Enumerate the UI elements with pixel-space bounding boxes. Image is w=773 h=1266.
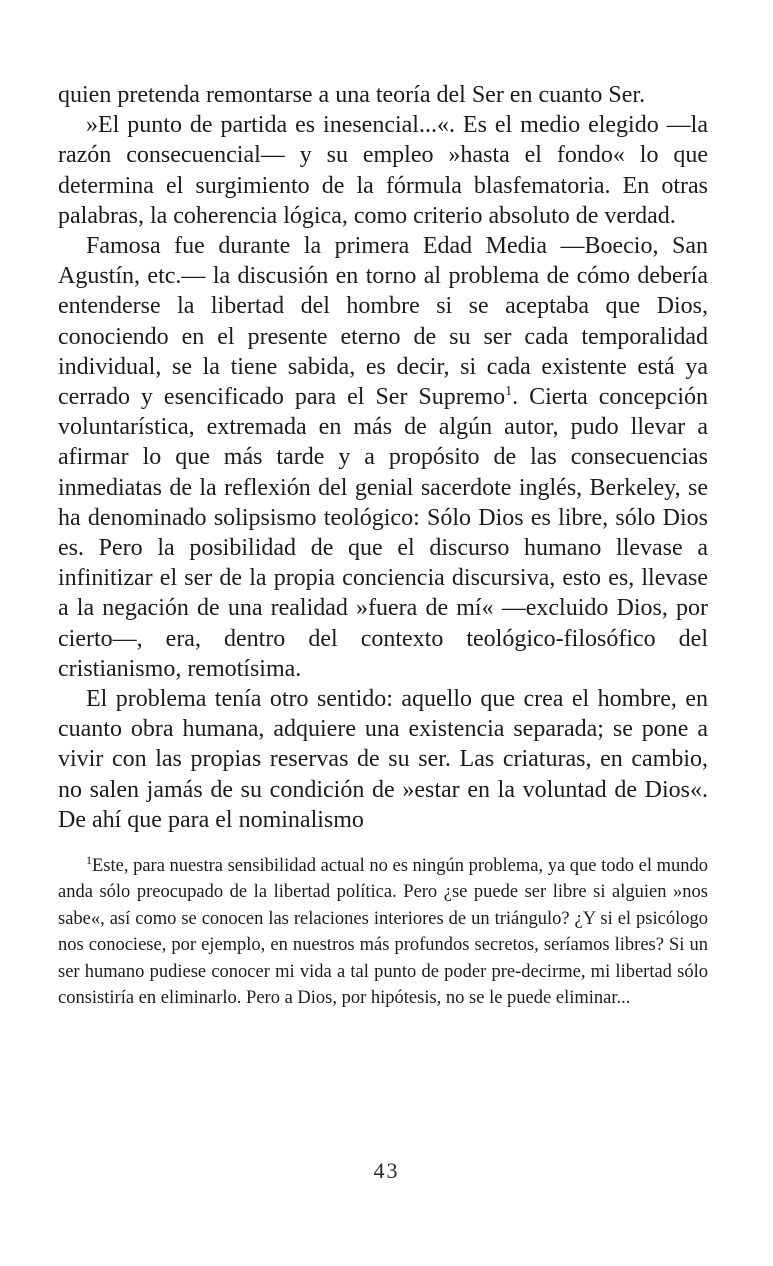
footnote-reference: 1 [505, 384, 513, 400]
paragraph-2: »El punto de partida es inesencial...«. Es el medio elegido —la razón consecuencial— y su empleo »hasta el fondo« lo que determina el surgimiento de la fórmula blasfematoria. En otras palabras, la coherencia lógica, como criterio absoluto de verdad. [58, 112, 708, 229]
footnote-text: Este, para nuestra sensibilidad actual no es ningún problema, ya que todo el mundo anda sólo preocupado de la libertad política. Pero ¿se puede ser libre si alguien »nos sabe«, así como se conocen las relaciones interiores de un triángulo? ¿Y si el psicólogo nos conociese, por ejemplo, en nuestros más profundos secretos, seríamos libres? Si un ser humano pudiese conocer mi vida a tal punto de poder pre-decirme, mi libertad sólo consistiría en eliminarlo. Pero a Dios, por hipótesis, no se le puede eliminar... [58, 856, 708, 1009]
footnotes [58, 853, 708, 1011]
paragraph-continuation: quien pretenda remontarse a una teoría del Ser en cuanto Ser. [58, 82, 646, 108]
main-text [58, 80, 708, 835]
page-number: 43 [373, 1158, 400, 1183]
paragraph-3-part2: . Cierta concepción voluntarística, extremada en más de algún autor, pudo llevar a afirmar lo que más tarde y a propósito de las consecuencias inmediatas de la reflexión del genial sacerdote inglés, Berkeley, se ha denominado solipsismo teológico: Sólo Dios es libre, sólo Dios es. Pero la posibilidad de que el discurso humano llevase a infinitizar el ser de la propia conciencia discursiva, esto es, llevase a la negación de una realidad »fuera de mí« —excluido Dios, por cierto—, era, dentro del contexto teológico-filosófico del cristianismo, remotísima. [58, 384, 708, 682]
book-page [58, 80, 708, 1012]
footnote-1 [58, 853, 708, 1011]
paragraph-3 [58, 231, 708, 684]
paragraph-4: El problema tenía otro sentido: aquello que crea el hombre, en cuanto obra humana, adquiere una existencia separada; se pone a vivir con las propias reservas de su ser. Las criaturas, en cambio, no salen jamás de su condición de »estar en la voluntad de Dios«. De ahí que para el nominalismo [58, 686, 708, 833]
paragraph-3-part1: Famosa fue durante la primera Edad Media —Boecio, San Agustín, etc.— la discusión en torno al problema de cómo debería entenderse la libertad del hombre si se aceptaba que Dios, conociendo en el presente eterno de su ser cada temporalidad individual, se la tiene sabida, es decir, si cada existente está ya cerrado y esencificado para el Ser Supremo [58, 233, 708, 411]
footnote-mark: 1 [86, 852, 92, 867]
